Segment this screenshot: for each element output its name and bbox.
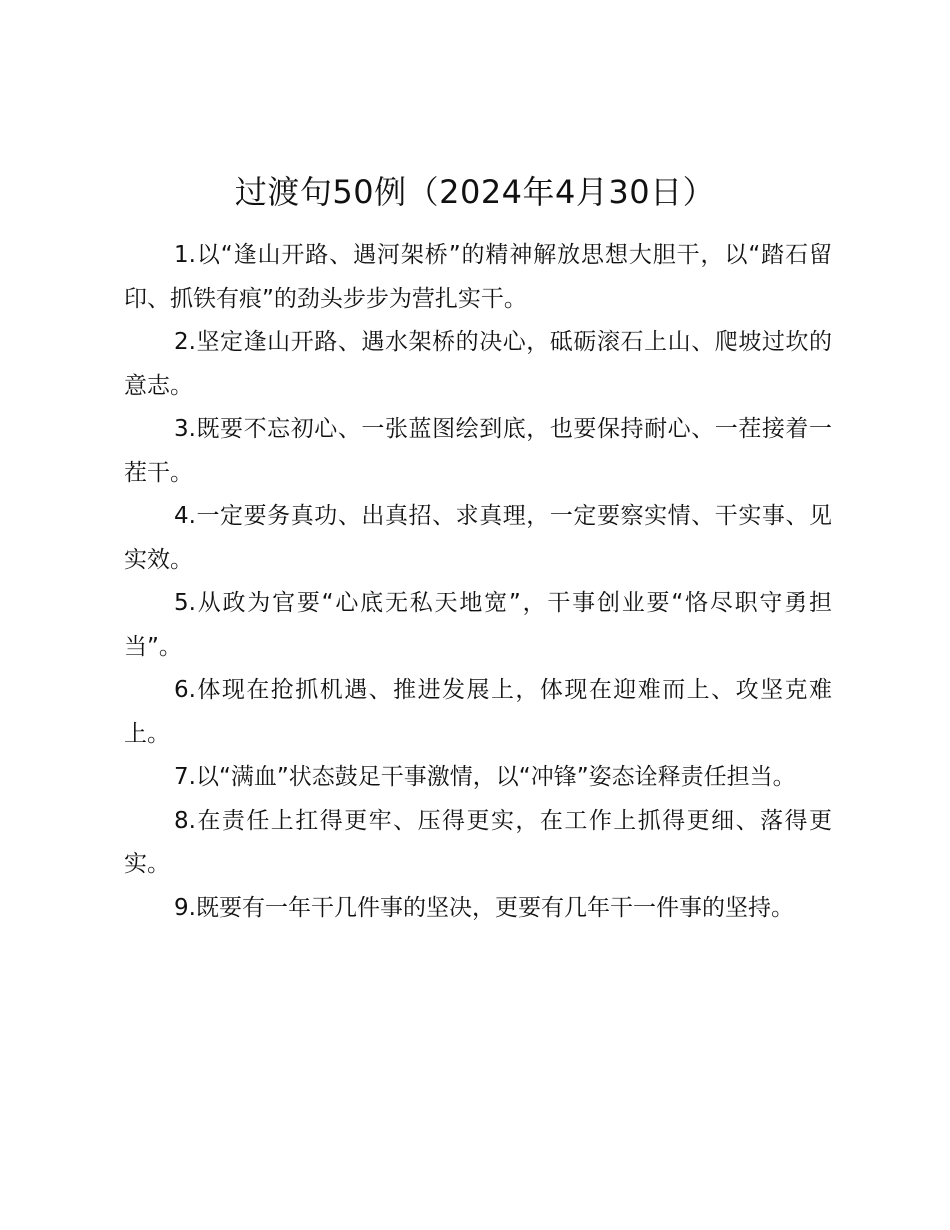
paragraph-5: 5.从政为官要“心底无私天地宽”，干事创业要“恪尽职守勇担当”。 (124, 590, 832, 660)
document-body (124, 234, 832, 930)
paragraph-2: 2.坚定逢山开路、遇水架桥的决心，砥砺滚石上山、爬坡过坎的意志。 (124, 329, 832, 399)
paragraph-1: 1.以“逢山开路、遇河架桥”的精神解放思想大胆干，以“踏石留印、抓铁有痕”的劲头步步为营扎实干。 (124, 242, 832, 312)
paragraph-8: 8.在责任上扛得更牢、压得更实，在工作上抓得更细、落得更实。 (124, 807, 832, 877)
paragraph-3: 3.既要不忘初心、一张蓝图绘到底，也要保持耐心、一茬接着一茬干。 (124, 416, 832, 486)
paragraph-9: 9.既要有一年干几件事的坚决，更要有几年干一件事的坚持。 (174, 894, 794, 921)
document-title: 过渡句50例（2024年4月30日） (234, 173, 716, 211)
paragraph-4: 4.一定要务真功、出真招、求真理，一定要察实情、干实事、见实效。 (124, 503, 832, 573)
paragraph-6: 6.体现在抢抓机遇、推进发展上，体现在迎难而上、攻坚克难上。 (124, 677, 832, 747)
paragraph-7: 7.以“满血”状态鼓足干事激情，以“冲锋”姿态诠释责任担当。 (174, 764, 796, 790)
